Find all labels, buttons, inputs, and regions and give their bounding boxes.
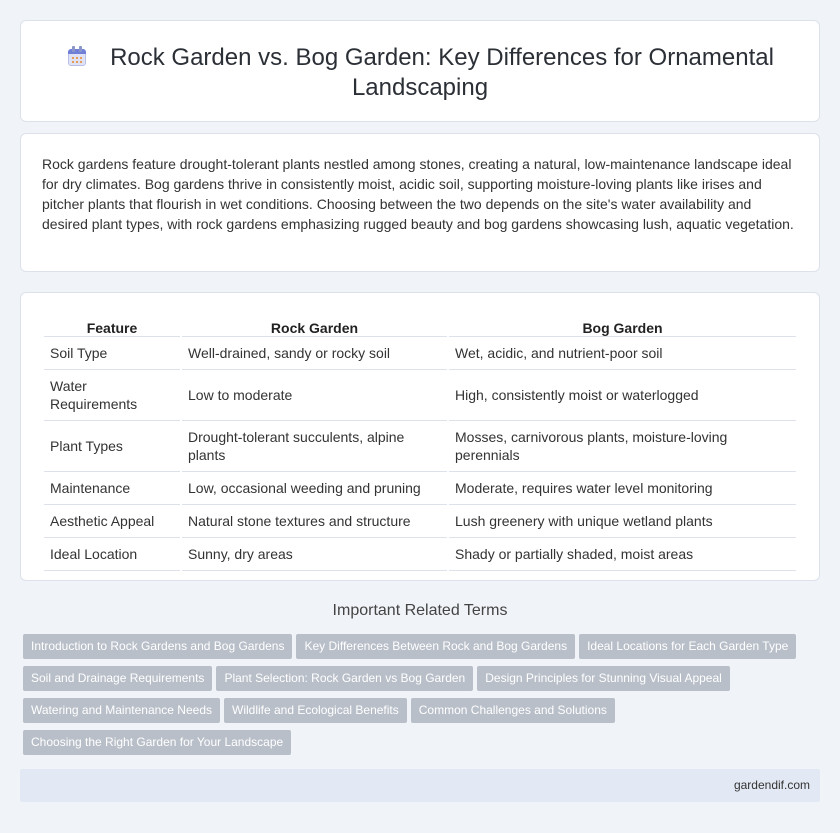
related-term-tag[interactable]: Introduction to Rock Gardens and Bog Gardens xyxy=(23,634,292,659)
related-term-tag[interactable]: Wildlife and Ecological Benefits xyxy=(224,698,407,723)
page-title-text: Rock Garden vs. Bog Garden: Key Differences for Ornamental Landscaping xyxy=(110,44,774,101)
related-term-tag[interactable]: Key Differences Between Rock and Bog Gardens xyxy=(296,634,575,659)
table-cell: Lush greenery with unique wetland plants xyxy=(449,505,796,538)
comparison-table xyxy=(42,316,798,571)
table-row xyxy=(44,421,796,472)
table-cell: Wet, acidic, and nutrient-poor soil xyxy=(449,337,796,370)
table-row xyxy=(44,337,796,370)
title-card xyxy=(20,20,820,122)
table-cell: Aesthetic Appeal xyxy=(44,505,180,538)
table-cell: Well-drained, sandy or rocky soil xyxy=(182,337,447,370)
calendar-icon xyxy=(66,46,88,68)
table-row xyxy=(44,370,796,421)
table-cell: Water Requirements xyxy=(44,370,180,421)
related-term-tag[interactable]: Choosing the Right Garden for Your Landscape xyxy=(23,730,291,755)
table-cell: Ideal Location xyxy=(44,538,180,571)
table-row xyxy=(44,472,796,505)
table-cell: Moderate, requires water level monitoring xyxy=(449,472,796,505)
table-cell: Low, occasional weeding and pruning xyxy=(182,472,447,505)
related-terms-title: Important Related Terms xyxy=(332,602,508,619)
intro-card xyxy=(20,133,820,272)
related-term-tag[interactable]: Plant Selection: Rock Garden vs Bog Garden xyxy=(216,666,473,691)
table-cell: Drought-tolerant succulents, alpine plants xyxy=(182,421,447,472)
related-term-tag[interactable]: Watering and Maintenance Needs xyxy=(23,698,220,723)
footer-site-link[interactable]: gardendif.com xyxy=(733,778,810,792)
table-cell: Shady or partially shaded, moist areas xyxy=(449,538,796,571)
table-cell: Plant Types xyxy=(44,421,180,472)
comparison-card xyxy=(20,292,820,581)
header-bog-garden: Bog Garden xyxy=(449,316,796,337)
table-cell: Natural stone textures and structure xyxy=(182,505,447,538)
table-cell: Soil Type xyxy=(44,337,180,370)
footer xyxy=(20,769,820,802)
related-term-tag[interactable]: Soil and Drainage Requirements xyxy=(23,666,212,691)
table-cell: Mosses, carnivorous plants, moisture-loving perennials xyxy=(449,421,796,472)
table-row xyxy=(44,538,796,571)
table-cell: Low to moderate xyxy=(182,370,447,421)
table-header-row xyxy=(44,316,796,337)
related-term-tag[interactable]: Design Principles for Stunning Visual Appeal xyxy=(477,666,730,691)
table-cell: Sunny, dry areas xyxy=(182,538,447,571)
page-title xyxy=(61,43,779,103)
table-cell: Maintenance xyxy=(44,472,180,505)
related-terms-list xyxy=(23,634,803,762)
header-rock-garden: Rock Garden xyxy=(182,316,447,337)
table-row xyxy=(44,505,796,538)
related-term-tag[interactable]: Ideal Locations for Each Garden Type xyxy=(579,634,796,659)
related-term-tag[interactable]: Common Challenges and Solutions xyxy=(411,698,615,723)
table-cell: High, consistently moist or waterlogged xyxy=(449,370,796,421)
header-feature: Feature xyxy=(44,316,180,337)
intro-paragraph: Rock gardens feature drought-tolerant plants nestled among stones, creating a natural, low-maintenance landscape ideal for dry climates. Bog gardens thrive in consistently moist, acidic soil, supporting moisture-loving plants like irises and pitcher plants that flourish in wet conditions. Choosing between the two depends on the site's water availability and desired plant types, with rock gardens emphasizing rugged beauty and bog gardens showcasing lush, aquatic vegetation. xyxy=(42,156,794,232)
